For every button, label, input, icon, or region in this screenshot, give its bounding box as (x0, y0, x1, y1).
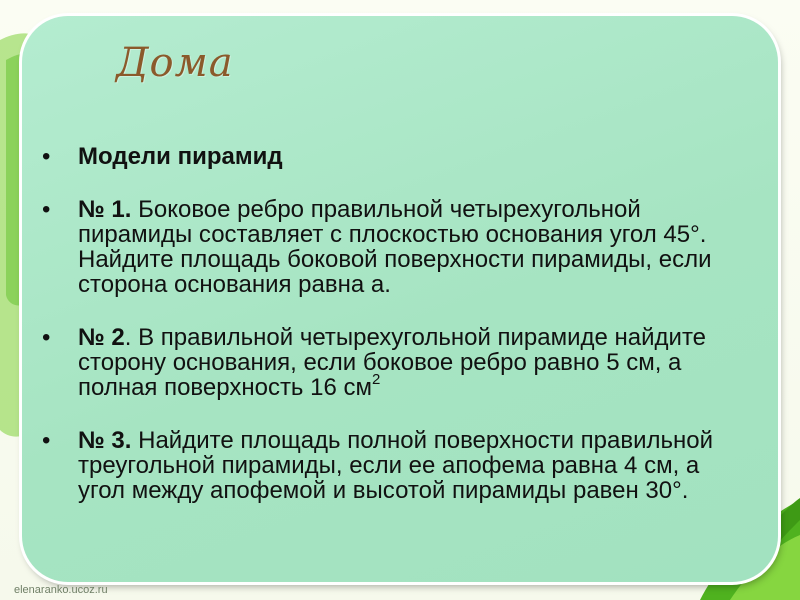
item-bold: № 2 (78, 324, 125, 351)
list-item (40, 197, 720, 297)
bullet-icon: • (42, 427, 51, 454)
list-item (40, 325, 720, 400)
slide-title: Дома (116, 40, 234, 86)
item-bold: Модели пирамид (78, 143, 283, 170)
bullet-icon: • (42, 196, 51, 223)
item-bold: № 1. (78, 196, 132, 223)
list-item (40, 144, 720, 169)
bullet-icon: • (42, 324, 51, 351)
item-text: . В правильной четырехугольной пирамиде найдите сторону основания, если боковое ребро равно 5 см, а полная поверхность 16 см (78, 324, 707, 401)
list-item (40, 428, 720, 503)
item-text: Боковое ребро правильной четырехугольной пирамиды составляет с плоскостью основания угол 45°. Найдите площадь боковой поверхности пирамиды, если сторона основания равна а. (78, 196, 712, 298)
item-bold: № 3. (78, 427, 132, 454)
task-list (40, 144, 720, 503)
footer-url: elenaranko.ucoz.ru (14, 584, 108, 596)
superscript: 2 (371, 371, 381, 388)
bullet-icon: • (42, 143, 51, 170)
item-text: Найдите площадь полной поверхности правильной треугольной пирамиды, если ее апофема равна 4 см, а угол между апофемой и высотой пирамиды равен 30°. (78, 427, 714, 504)
